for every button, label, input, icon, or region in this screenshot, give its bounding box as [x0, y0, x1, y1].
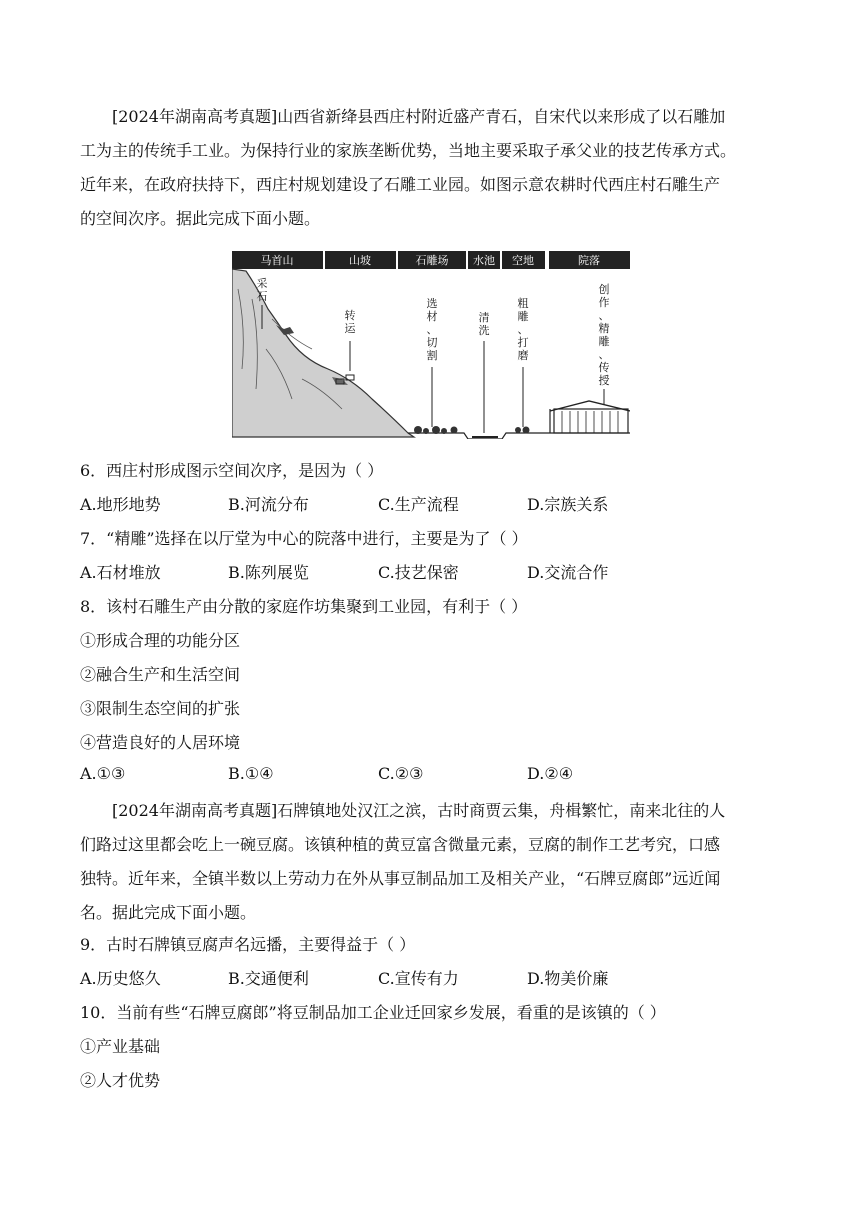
- header-kongdi: 空地: [512, 254, 534, 267]
- svg-text:转: 转: [344, 309, 356, 322]
- svg-text:雕: 雕: [598, 335, 610, 348]
- label-transport: [345, 308, 357, 371]
- option-b[interactable]: B.河流分布: [228, 495, 309, 514]
- svg-text:、: 、: [517, 323, 529, 336]
- svg-text:雕: 雕: [517, 310, 529, 323]
- header-yuanluo: 院落: [578, 254, 600, 267]
- question-10-item: ②人才优势: [80, 1071, 161, 1090]
- passage-1-line: 的空间次序。据此完成下面小题。: [80, 209, 321, 228]
- svg-text:磨: 磨: [517, 349, 529, 362]
- option-b[interactable]: B.①④: [228, 764, 274, 783]
- option-c[interactable]: C.生产流程: [378, 495, 459, 514]
- option-c[interactable]: C.②③: [378, 764, 424, 783]
- svg-text:选: 选: [426, 297, 438, 310]
- svg-text:采: 采: [256, 277, 268, 290]
- question-8-item: ①形成合理的功能分区: [80, 631, 241, 650]
- question-6-options: [80, 492, 780, 512]
- option-d[interactable]: D.物美价廉: [527, 969, 609, 988]
- header-shidiaochang: 石雕场: [415, 254, 449, 267]
- passage-1-line: 近年来，在政府扶持下，西庄村规划建设了石雕工业园。如图示意农耕时代西庄村石雕生产: [80, 175, 721, 194]
- question-10-stem: 10．当前有些“石牌豆腐郎”将豆制品加工企业迁回家乡发展，看重的是该镇的（ ）: [80, 1003, 666, 1022]
- option-a[interactable]: A.①③: [80, 764, 126, 783]
- svg-text:运: 运: [344, 322, 356, 335]
- header-shuichi: 水池: [473, 254, 495, 267]
- question-8-options: [80, 764, 780, 784]
- passage-2-line: 独特。近年来，全镇半数以上劳动力在外从事豆制品加工及相关产业，“石牌豆腐郎”远近闻: [80, 869, 721, 888]
- question-7-stem: 7．“精雕”选择在以厅堂为中心的院落中进行，主要是为了（ ）: [80, 529, 528, 548]
- svg-text:切: 切: [426, 336, 438, 349]
- option-d[interactable]: D.交流合作: [527, 563, 609, 582]
- svg-text:授: 授: [598, 374, 610, 387]
- label-rough-polish: [518, 296, 529, 427]
- svg-text:、: 、: [426, 323, 438, 336]
- question-10-item: ①产业基础: [80, 1037, 161, 1056]
- svg-text:割: 割: [426, 349, 438, 362]
- passage-1-line: [2024年湖南高考真题]山西省新绛县西庄村附近盛产青石，自宋代以来形成了以石雕加: [112, 107, 726, 126]
- svg-text:传: 传: [598, 361, 610, 374]
- label-wash: [479, 310, 490, 433]
- question-8-stem: 8．该村石雕生产由分散的家庭作坊集聚到工业园，有利于（ ）: [80, 597, 528, 616]
- svg-text:、: 、: [598, 348, 610, 361]
- option-a[interactable]: A.地形地势: [80, 495, 161, 514]
- passage-1-line: 工为主的传统手工业。为保持行业的家族垄断优势，当地主要采取子承父业的技艺传承方式。: [80, 141, 737, 160]
- ground-line: [408, 409, 630, 439]
- option-d[interactable]: D.②④: [527, 764, 574, 783]
- svg-text:创: 创: [598, 283, 610, 296]
- svg-text:石: 石: [256, 290, 268, 303]
- svg-text:材: 材: [426, 310, 438, 323]
- passage-2-line: [2024年湖南高考真题]石牌镇地处汉江之滨，古时商贾云集，舟楫繁忙，南来北往的人: [112, 801, 726, 820]
- option-a[interactable]: A.历史悠久: [80, 969, 161, 988]
- option-d[interactable]: D.宗族关系: [527, 495, 609, 514]
- question-9-stem: 9．古时石牌镇豆腐声名远播，主要得益于（ ）: [80, 935, 416, 954]
- svg-text:精: 精: [598, 322, 610, 335]
- header-mashoushan: 马首山: [260, 254, 294, 267]
- svg-text:作: 作: [598, 296, 610, 309]
- svg-text:打: 打: [517, 336, 529, 349]
- passage-2-line: 们路过这里都会吃上一碗豆腐。该镇种植的黄豆富含微量元素，豆腐的制作工艺考究，口感: [80, 835, 721, 854]
- option-b[interactable]: B.交通便利: [228, 969, 309, 988]
- courtyard-building: [550, 401, 630, 433]
- option-a[interactable]: A.石材堆放: [80, 563, 161, 582]
- diagram-header: [232, 251, 630, 269]
- question-7-options: [80, 560, 780, 580]
- svg-text:粗: 粗: [517, 297, 529, 310]
- passage-2-line: 名。据此完成下面小题。: [80, 903, 257, 922]
- option-c[interactable]: C.宣传有力: [378, 969, 459, 988]
- label-create: [599, 282, 610, 405]
- question-8-item: ②融合生产和生活空间: [80, 665, 241, 684]
- svg-text:清: 清: [478, 311, 490, 324]
- option-b[interactable]: B.陈列展览: [228, 563, 309, 582]
- svg-text:洗: 洗: [478, 324, 490, 337]
- option-c[interactable]: C.技艺保密: [378, 563, 459, 582]
- question-6-stem: 6．西庄村形成图示空间次序，是因为（ ）: [80, 461, 384, 480]
- question-8-item: ④营造良好的人居环境: [80, 733, 241, 752]
- stone-carving-spatial-diagram: [232, 249, 630, 439]
- label-select-cut: [427, 296, 438, 427]
- header-shanpo: 山坡: [349, 254, 371, 267]
- question-9-options: [80, 966, 780, 986]
- question-8-item: ③限制生态空间的扩张: [80, 699, 241, 718]
- svg-text:、: 、: [598, 309, 610, 322]
